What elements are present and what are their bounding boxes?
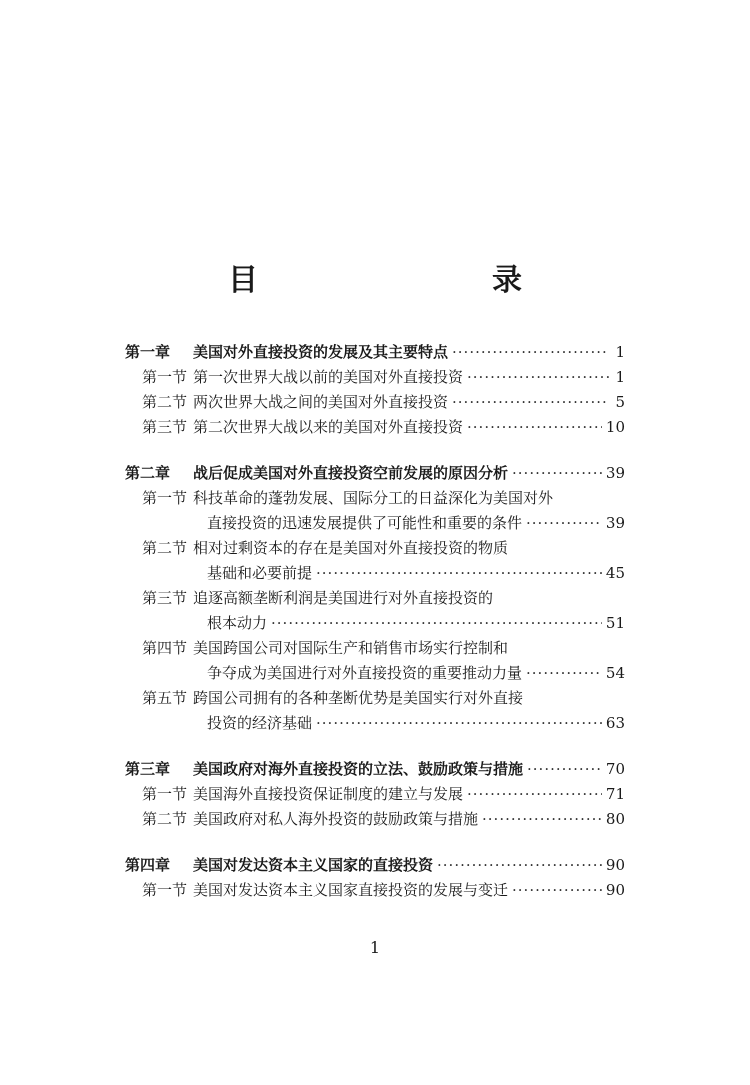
- toc-section-entry[interactable]: [125, 661, 625, 686]
- toc-chapter-entry[interactable]: [125, 757, 625, 782]
- chapter-page-number: 39: [605, 464, 625, 482]
- toc-section-entry[interactable]: [125, 807, 625, 832]
- section-title: 相对过剩资本的存在是美国对外直接投资的物质: [193, 539, 509, 557]
- section-title: 追逐高额垄断利润是美国进行对外直接投资的: [193, 589, 494, 607]
- toc-chapter-entry[interactable]: [125, 340, 625, 365]
- dot-leader: [316, 711, 602, 736]
- dot-leader: [512, 878, 602, 903]
- section-title: 基础和必要前提: [207, 564, 313, 582]
- toc-section-entry[interactable]: [125, 878, 625, 903]
- toc-section-entry[interactable]: [125, 561, 625, 586]
- toc-chapter-entry[interactable]: [125, 461, 625, 486]
- chapter-number: 第二章: [125, 464, 171, 482]
- page-number: 1: [369, 938, 381, 957]
- toc-section-entry[interactable]: [125, 390, 625, 415]
- toc-section-entry[interactable]: [125, 415, 625, 440]
- chapter-title: 美国政府对海外直接投资的立法、鼓励政策与措施: [193, 760, 524, 778]
- toc-section-entry[interactable]: [125, 636, 625, 661]
- dot-leader: [526, 661, 602, 686]
- section-title: 第一次世界大战以前的美国对外直接投资: [193, 368, 464, 386]
- dot-leader: [482, 807, 602, 832]
- section-page-number: 54: [605, 664, 625, 682]
- section-title: 两次世界大战之间的美国对外直接投资: [193, 393, 449, 411]
- section-number: 第二节: [142, 539, 188, 557]
- chapter-title: 战后促成美国对外直接投资空前发展的原因分析: [193, 464, 509, 482]
- dot-leader: [437, 853, 602, 878]
- toc-section-entry[interactable]: [125, 686, 625, 711]
- dot-leader: [467, 365, 609, 390]
- chapter-page-number: 90: [605, 856, 625, 874]
- dot-leader: [467, 415, 602, 440]
- section-title: 美国对发达资本主义国家直接投资的发展与变迁: [193, 881, 509, 899]
- section-page-number: 90: [605, 881, 625, 899]
- dot-leader: [452, 390, 609, 415]
- section-page-number: 39: [605, 514, 625, 532]
- toc-section-entry[interactable]: [125, 586, 625, 611]
- toc-chapter: [125, 853, 625, 903]
- toc-chapter: [125, 757, 625, 832]
- dot-leader: [316, 561, 602, 586]
- section-page-number: 5: [615, 393, 625, 411]
- dot-leader: [467, 782, 602, 807]
- page-title: 目 录: [228, 263, 580, 298]
- toc-section-entry[interactable]: [125, 611, 625, 636]
- section-page-number: 80: [605, 810, 625, 828]
- section-number: 第一节: [142, 881, 188, 899]
- dot-leader: [527, 757, 602, 782]
- section-title: 投资的经济基础: [207, 714, 313, 732]
- toc-section-entry[interactable]: [125, 486, 625, 511]
- section-page-number: 71: [605, 785, 625, 803]
- section-title: 争夺成为美国进行对外直接投资的重要推动力量: [207, 664, 523, 682]
- section-number: 第三节: [142, 589, 188, 607]
- section-number: 第二节: [142, 810, 188, 828]
- section-page-number: 1: [615, 368, 625, 386]
- toc-section-entry[interactable]: [125, 711, 625, 736]
- toc-section-entry[interactable]: [125, 365, 625, 390]
- table-of-contents: [125, 340, 625, 924]
- section-number: 第五节: [142, 689, 188, 707]
- dot-leader: [512, 461, 602, 486]
- chapter-page-number: 70: [605, 760, 625, 778]
- section-title: 美国海外直接投资保证制度的建立与发展: [193, 785, 464, 803]
- dot-leader: [526, 511, 602, 536]
- toc-chapter-entry[interactable]: [125, 853, 625, 878]
- chapter-title: 美国对发达资本主义国家的直接投资: [193, 856, 434, 874]
- section-title: 美国跨国公司对国际生产和销售市场实行控制和: [193, 639, 509, 657]
- section-title: 美国政府对私人海外投资的鼓励政策与措施: [193, 810, 479, 828]
- section-number: 第二节: [142, 393, 188, 411]
- toc-chapter: [125, 461, 625, 736]
- section-page-number: 63: [605, 714, 625, 732]
- section-number: 第四节: [142, 639, 188, 657]
- section-number: 第三节: [142, 418, 188, 436]
- chapter-number: 第四章: [125, 856, 171, 874]
- dot-leader: [271, 611, 602, 636]
- chapter-number: 第一章: [125, 343, 171, 361]
- section-title: 第二次世界大战以来的美国对外直接投资: [193, 418, 464, 436]
- chapter-title: 美国对外直接投资的发展及其主要特点: [193, 343, 449, 361]
- section-title: 跨国公司拥有的各种垄断优势是美国实行对外直接: [193, 689, 524, 707]
- dot-leader: [452, 340, 609, 365]
- section-number: 第一节: [142, 368, 188, 386]
- toc-section-entry[interactable]: [125, 511, 625, 536]
- toc-section-entry[interactable]: [125, 782, 625, 807]
- toc-chapter: [125, 340, 625, 440]
- section-page-number: 45: [605, 564, 625, 582]
- section-number: 第一节: [142, 489, 188, 507]
- chapter-page-number: 1: [615, 343, 625, 361]
- toc-section-entry[interactable]: [125, 536, 625, 561]
- section-title: 科技革命的蓬勃发展、国际分工的日益深化为美国对外: [193, 489, 554, 507]
- section-title: 根本动力: [207, 614, 268, 632]
- section-page-number: 51: [605, 614, 625, 632]
- section-title: 直接投资的迅速发展提供了可能性和重要的条件: [207, 514, 523, 532]
- chapter-number: 第三章: [125, 760, 171, 778]
- section-number: 第一节: [142, 785, 188, 803]
- section-page-number: 10: [605, 418, 625, 436]
